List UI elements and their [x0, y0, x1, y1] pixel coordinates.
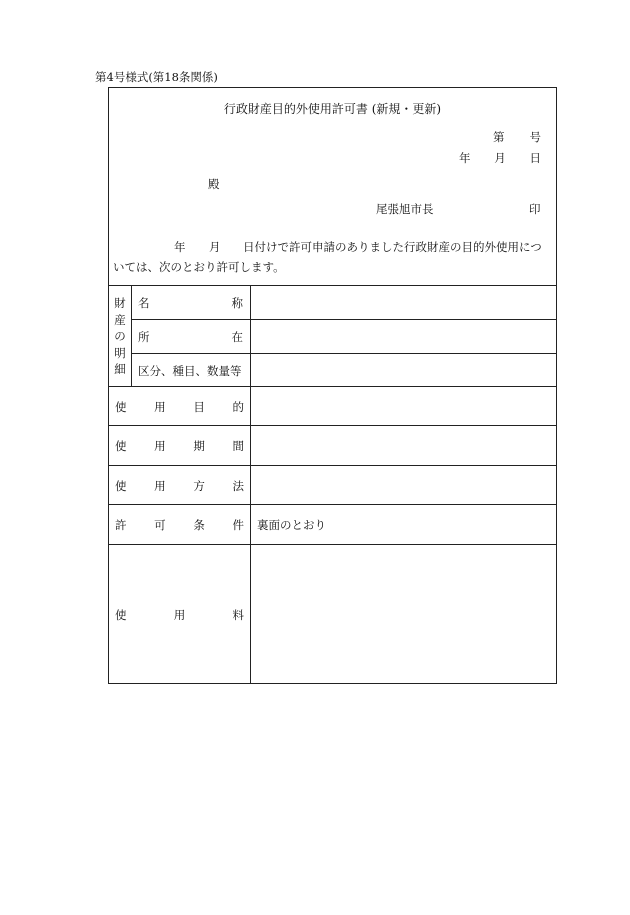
addressee-suffix: 殿: [208, 177, 220, 191]
label-char: 期: [193, 439, 205, 453]
label-char: 用: [154, 400, 166, 414]
number-prefix: 第: [493, 130, 505, 144]
usage-fee-label: [115, 607, 244, 623]
property-location-label: [138, 329, 243, 345]
body-date-year: 年: [174, 240, 186, 254]
date-month: 月: [494, 151, 506, 165]
document-title: 行政財産目的外使用許可書 (新規・更新): [223, 102, 442, 116]
property-category-label: 区分、種目、数量等: [138, 364, 242, 378]
table-top-border: [109, 285, 556, 286]
label-char: 使: [115, 479, 127, 493]
permit-form: [108, 87, 557, 684]
label-char: 用: [154, 479, 166, 493]
label-char: 的: [232, 400, 244, 414]
group-label-char: 明: [114, 345, 126, 360]
usage-purpose-label: [115, 399, 244, 415]
row-divider: [131, 353, 556, 354]
permit-conditions-value: 裏面のとおり: [257, 518, 326, 532]
issuer-name: 尾張旭市長: [376, 202, 434, 216]
usage-period-label: [115, 438, 244, 454]
group-label-char: の: [114, 329, 126, 343]
row-divider: [109, 425, 556, 426]
label-char: 名: [138, 296, 150, 310]
label-char: 使: [115, 439, 127, 453]
label-char: 所: [138, 330, 150, 344]
row-divider: [131, 319, 556, 320]
label-char: 法: [232, 479, 244, 493]
form-number-label: 第4号様式(第18条関係): [95, 70, 218, 84]
permit-conditions-label: [115, 517, 244, 533]
date-day: 日: [529, 151, 541, 165]
date-year: 年: [459, 151, 471, 165]
label-char: 目: [193, 400, 205, 414]
number-suffix: 号: [529, 130, 541, 144]
label-char: 用: [173, 608, 186, 622]
label-char: 許: [115, 518, 127, 532]
row-divider: [109, 465, 556, 466]
row-divider: [109, 504, 556, 505]
group-label-char: 産: [114, 312, 126, 327]
row-divider: [109, 544, 556, 545]
label-char: 使: [115, 608, 127, 622]
label-char: 条: [193, 518, 205, 532]
label-value-divider: [250, 285, 251, 684]
label-char: 可: [154, 518, 166, 532]
permit-number-line: [493, 129, 541, 145]
label-char: 方: [193, 479, 205, 493]
label-char: 料: [232, 608, 244, 622]
issue-date-line: [459, 150, 541, 166]
seal-mark: 印: [529, 202, 541, 216]
label-char: 件: [232, 518, 244, 532]
label-char: 称: [231, 296, 243, 310]
usage-method-label: [115, 478, 244, 494]
row-divider: [109, 386, 556, 387]
label-char: 用: [154, 439, 166, 453]
property-group-label: [112, 295, 128, 377]
label-char: 使: [115, 400, 127, 414]
body-text-line2: いては、次のとおり許可します。: [113, 260, 285, 274]
group-label-char: 細: [114, 362, 126, 376]
label-char: 間: [232, 439, 244, 453]
label-char: 在: [231, 330, 243, 344]
group-label-char: 財: [114, 296, 126, 310]
group-label-divider: [131, 285, 132, 386]
body-date-month: 月: [209, 240, 221, 254]
body-text-line1: 日付けで許可申請のありました行政財産の目的外使用につ: [243, 240, 542, 254]
property-name-label: [138, 295, 243, 311]
